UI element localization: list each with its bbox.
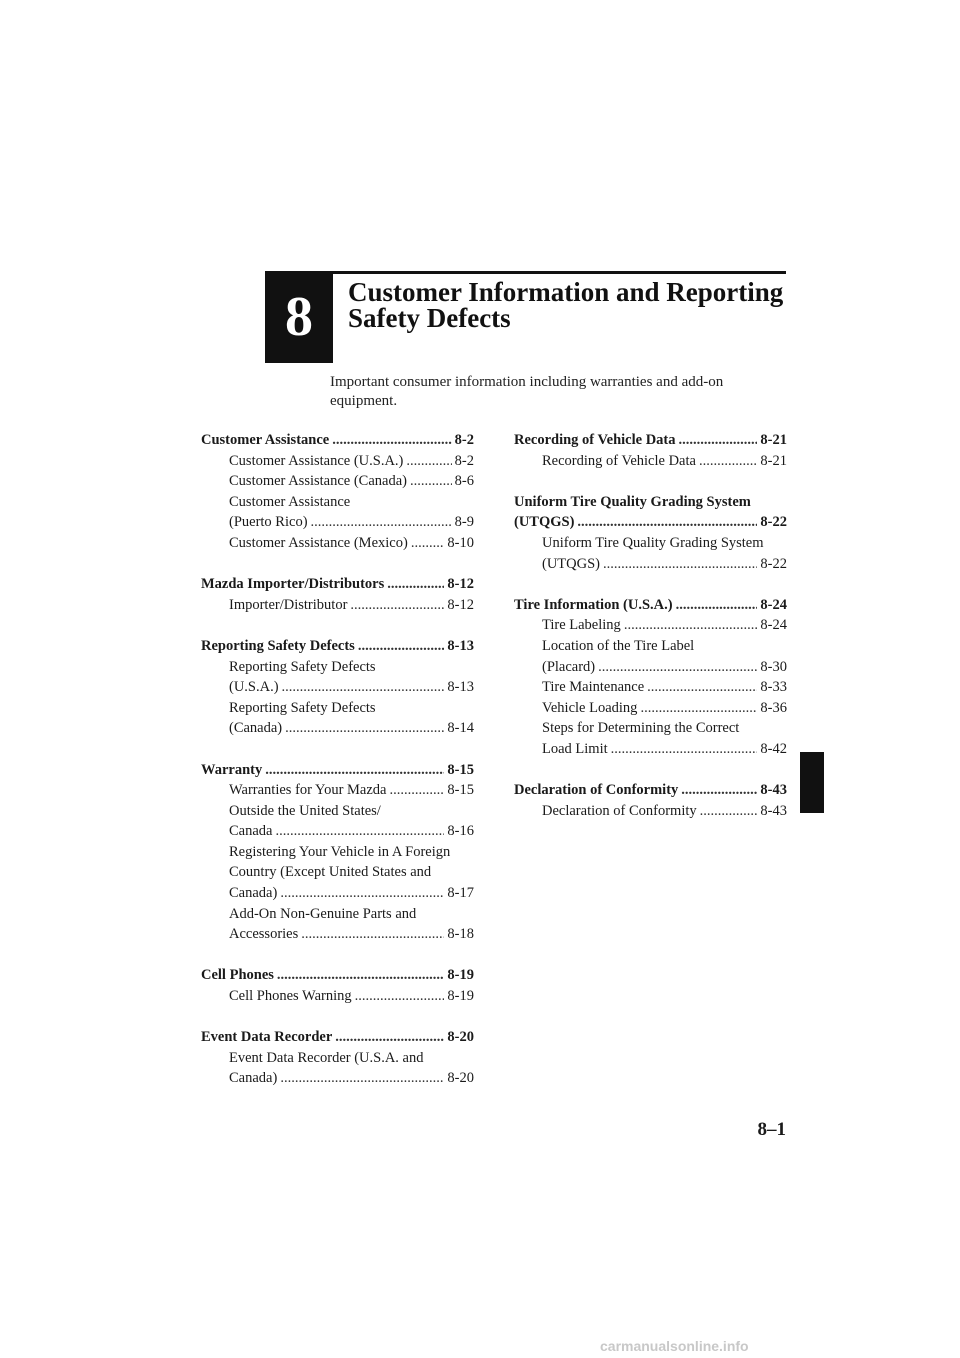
chapter-number-box (265, 271, 333, 363)
toc-entry-page: 8-24 (760, 596, 787, 613)
chapter-title-line2: Safety Defects (348, 303, 511, 333)
toc-subentry[interactable] (201, 986, 474, 1007)
toc-section-reporting-safety-defects (201, 636, 474, 739)
toc-subentry-page: 8-16 (447, 823, 474, 840)
chapter-side-tab (800, 752, 824, 813)
toc-subentry-title: Canada) (229, 885, 278, 902)
toc-subentry-title: Declaration of Conformity (542, 802, 697, 819)
toc-subentry-title: Cell Phones Warning (229, 988, 352, 1005)
toc-subentry[interactable] (201, 883, 474, 904)
toc-entry-page: 8-43 (760, 782, 787, 799)
toc-subentry-line[interactable]: Steps for Determining the Correct (542, 720, 740, 737)
toc-section-event-data-recorder (201, 1027, 474, 1089)
toc-entry[interactable] (514, 512, 787, 533)
toc-subentry-page: 8-18 (447, 926, 474, 943)
toc-subentry-title: Recording of Vehicle Data (542, 452, 696, 469)
toc-section-declaration-of-conformity (514, 780, 787, 821)
toc-subentry-page: 8-10 (447, 534, 474, 551)
toc-entry[interactable] (201, 760, 474, 781)
toc-subentry-page: 8-42 (760, 740, 787, 757)
toc-entry-title: Mazda Importer/Distributors (201, 576, 385, 593)
chapter-title (348, 279, 788, 331)
toc-entry-page: 8-15 (447, 761, 474, 778)
toc-subentry-title: Warranties for Your Mazda (229, 782, 387, 799)
toc-entry-title: Customer Assistance (201, 432, 330, 448)
toc-entry[interactable] (201, 1027, 474, 1048)
toc-entry-page: 8-22 (760, 514, 787, 531)
toc-subentry-title: (Puerto Rico) (229, 514, 308, 531)
toc-subentry[interactable] (514, 451, 787, 472)
toc-entry-title: Reporting Safety Defects (201, 637, 355, 654)
toc-section-cell-phones (201, 965, 474, 1006)
toc-subentry-page: 8-14 (447, 720, 474, 737)
toc-entry-page: 8-2 (454, 432, 474, 448)
toc-entry[interactable] (201, 574, 474, 595)
toc-subentry-title: Vehicle Loading (542, 699, 638, 716)
toc-subentry[interactable] (201, 924, 474, 945)
chapter-rule (265, 271, 786, 274)
toc-subentry-page: 8-36 (760, 699, 787, 716)
toc-subentry-page: 8-12 (447, 596, 474, 613)
toc-subentry[interactable] (201, 821, 474, 842)
toc-subentry-line[interactable]: Country (Except United States and (229, 864, 432, 881)
toc-entry-page: 8-12 (447, 576, 474, 593)
toc-subentry[interactable] (201, 677, 474, 698)
toc-entry-line[interactable]: Uniform Tire Quality Grading System (514, 493, 751, 510)
toc-subentry[interactable] (201, 533, 474, 554)
toc-subentry-page: 8-6 (454, 473, 474, 490)
toc-subentry-title: Canada) (229, 1070, 278, 1087)
toc-entry[interactable] (201, 430, 474, 451)
toc-subentry-title: Accessories (229, 926, 299, 943)
toc-subentry-line[interactable]: Uniform Tire Quality Grading System (542, 534, 764, 551)
toc-entry-title: Event Data Recorder (201, 1029, 333, 1046)
toc-subentry-line[interactable]: Customer Assistance (229, 493, 351, 510)
toc-subentry-title: Canada (229, 823, 273, 840)
toc-entry-page: 8-21 (760, 432, 787, 448)
toc-subentry[interactable] (201, 471, 474, 492)
toc-entry-title: Warranty (201, 761, 263, 778)
toc-entry[interactable] (514, 780, 787, 801)
toc-entry-title: Tire Information (U.S.A.) (514, 596, 673, 613)
toc-subentry[interactable] (514, 615, 787, 636)
toc-left-column (201, 430, 474, 1110)
toc-subentry[interactable] (201, 512, 474, 533)
toc-subentry-page: 8-9 (454, 514, 474, 531)
toc-subentry-line[interactable]: Registering Your Vehicle in A Foreign (229, 843, 451, 860)
toc-subentry[interactable] (514, 739, 787, 760)
chapter-number: 8 (285, 286, 313, 348)
toc-entry[interactable] (514, 595, 787, 616)
toc-subentry-page: 8-15 (447, 782, 474, 799)
toc-entry-title: (UTQGS) (514, 514, 575, 531)
toc-entry-page: 8-19 (447, 967, 474, 984)
toc-subentry[interactable] (201, 451, 474, 472)
toc-entry[interactable] (201, 636, 474, 657)
toc-subentry-title: (U.S.A.) (229, 679, 279, 696)
chapter-header (265, 271, 786, 363)
toc-section-mazda-importer (201, 574, 474, 615)
toc-subentry-page: 8-13 (447, 679, 474, 696)
toc-subentry-page: 8-24 (760, 617, 787, 634)
chapter-title-line1: Customer Information and Reporting (348, 277, 784, 307)
toc-subentry[interactable] (201, 1068, 474, 1089)
toc-subentry-page: 8-43 (760, 802, 787, 819)
toc-subentry-title: Customer Assistance (Mexico) (229, 534, 408, 551)
toc-right-column (514, 430, 787, 842)
watermark: carmanualsonline.info (600, 1338, 749, 1354)
toc-subentry-page: 8-20 (447, 1070, 474, 1087)
toc-subentry-title: Load Limit (542, 740, 608, 757)
toc-subentry-title: Tire Labeling (542, 617, 621, 634)
toc-subentry-title: Customer Assistance (U.S.A.) (229, 452, 404, 469)
page-number: 8–1 (757, 1119, 786, 1140)
toc-subentry-page: 8-33 (760, 679, 787, 696)
toc-subentry-title: Importer/Distributor (229, 596, 348, 613)
toc-subentry-page: 8-19 (447, 988, 474, 1005)
toc-entry-title: Cell Phones (201, 967, 274, 984)
toc-subentry[interactable] (201, 718, 474, 739)
toc-entry-page: 8-20 (447, 1029, 474, 1046)
toc-subentry[interactable] (201, 780, 474, 801)
toc-subentry-title: (UTQGS) (542, 555, 600, 572)
toc-subentry[interactable] (514, 657, 787, 678)
toc-subentry-line[interactable]: Location of the Tire Label (542, 637, 695, 654)
toc-entry-title: Declaration of Conformity (514, 782, 679, 799)
intro-line2: equipment. (330, 393, 398, 409)
toc-subentry-title: Tire Maintenance (542, 679, 645, 696)
chapter-intro (330, 373, 785, 411)
toc-subentry-title: Customer Assistance (Canada) (229, 473, 407, 490)
toc-entry[interactable] (514, 430, 787, 451)
toc-subentry[interactable] (514, 698, 787, 719)
toc-subentry-page: 8-21 (760, 452, 787, 469)
toc-subentry-title: (Placard) (542, 658, 596, 675)
toc-subentry[interactable] (514, 677, 787, 698)
toc-subentry[interactable] (201, 595, 474, 616)
intro-line1: Important consumer information including warranties and add-on (330, 374, 724, 390)
toc-subentry-title: (Canada) (229, 720, 283, 737)
toc-section-warranty (201, 760, 474, 945)
toc-entry-page: 8-13 (447, 637, 474, 654)
toc-section-tire-information (514, 595, 787, 760)
toc-entry[interactable] (201, 965, 474, 986)
toc-subentry-line[interactable]: Reporting Safety Defects (229, 699, 376, 716)
toc-subentry[interactable] (514, 801, 787, 822)
toc-subentry-line[interactable]: Event Data Recorder (U.S.A. and (229, 1049, 424, 1066)
toc-section-recording-vehicle-data (514, 430, 787, 471)
toc-subentry-line[interactable]: Outside the United States/ (229, 802, 381, 819)
toc-section-utqgs (514, 492, 787, 574)
toc-subentry-page: 8-17 (447, 885, 474, 902)
toc-subentry-page: 8-22 (760, 555, 787, 572)
toc-subentry[interactable] (514, 554, 787, 575)
toc-subentry-page: 8-2 (454, 452, 474, 469)
toc-subentry-line[interactable]: Reporting Safety Defects (229, 658, 376, 675)
toc-section-customer-assistance (201, 430, 474, 554)
toc-subentry-line[interactable]: Add-On Non-Genuine Parts and (229, 905, 417, 922)
toc-entry-title: Recording of Vehicle Data (514, 432, 676, 448)
toc-subentry-page: 8-30 (760, 658, 787, 675)
